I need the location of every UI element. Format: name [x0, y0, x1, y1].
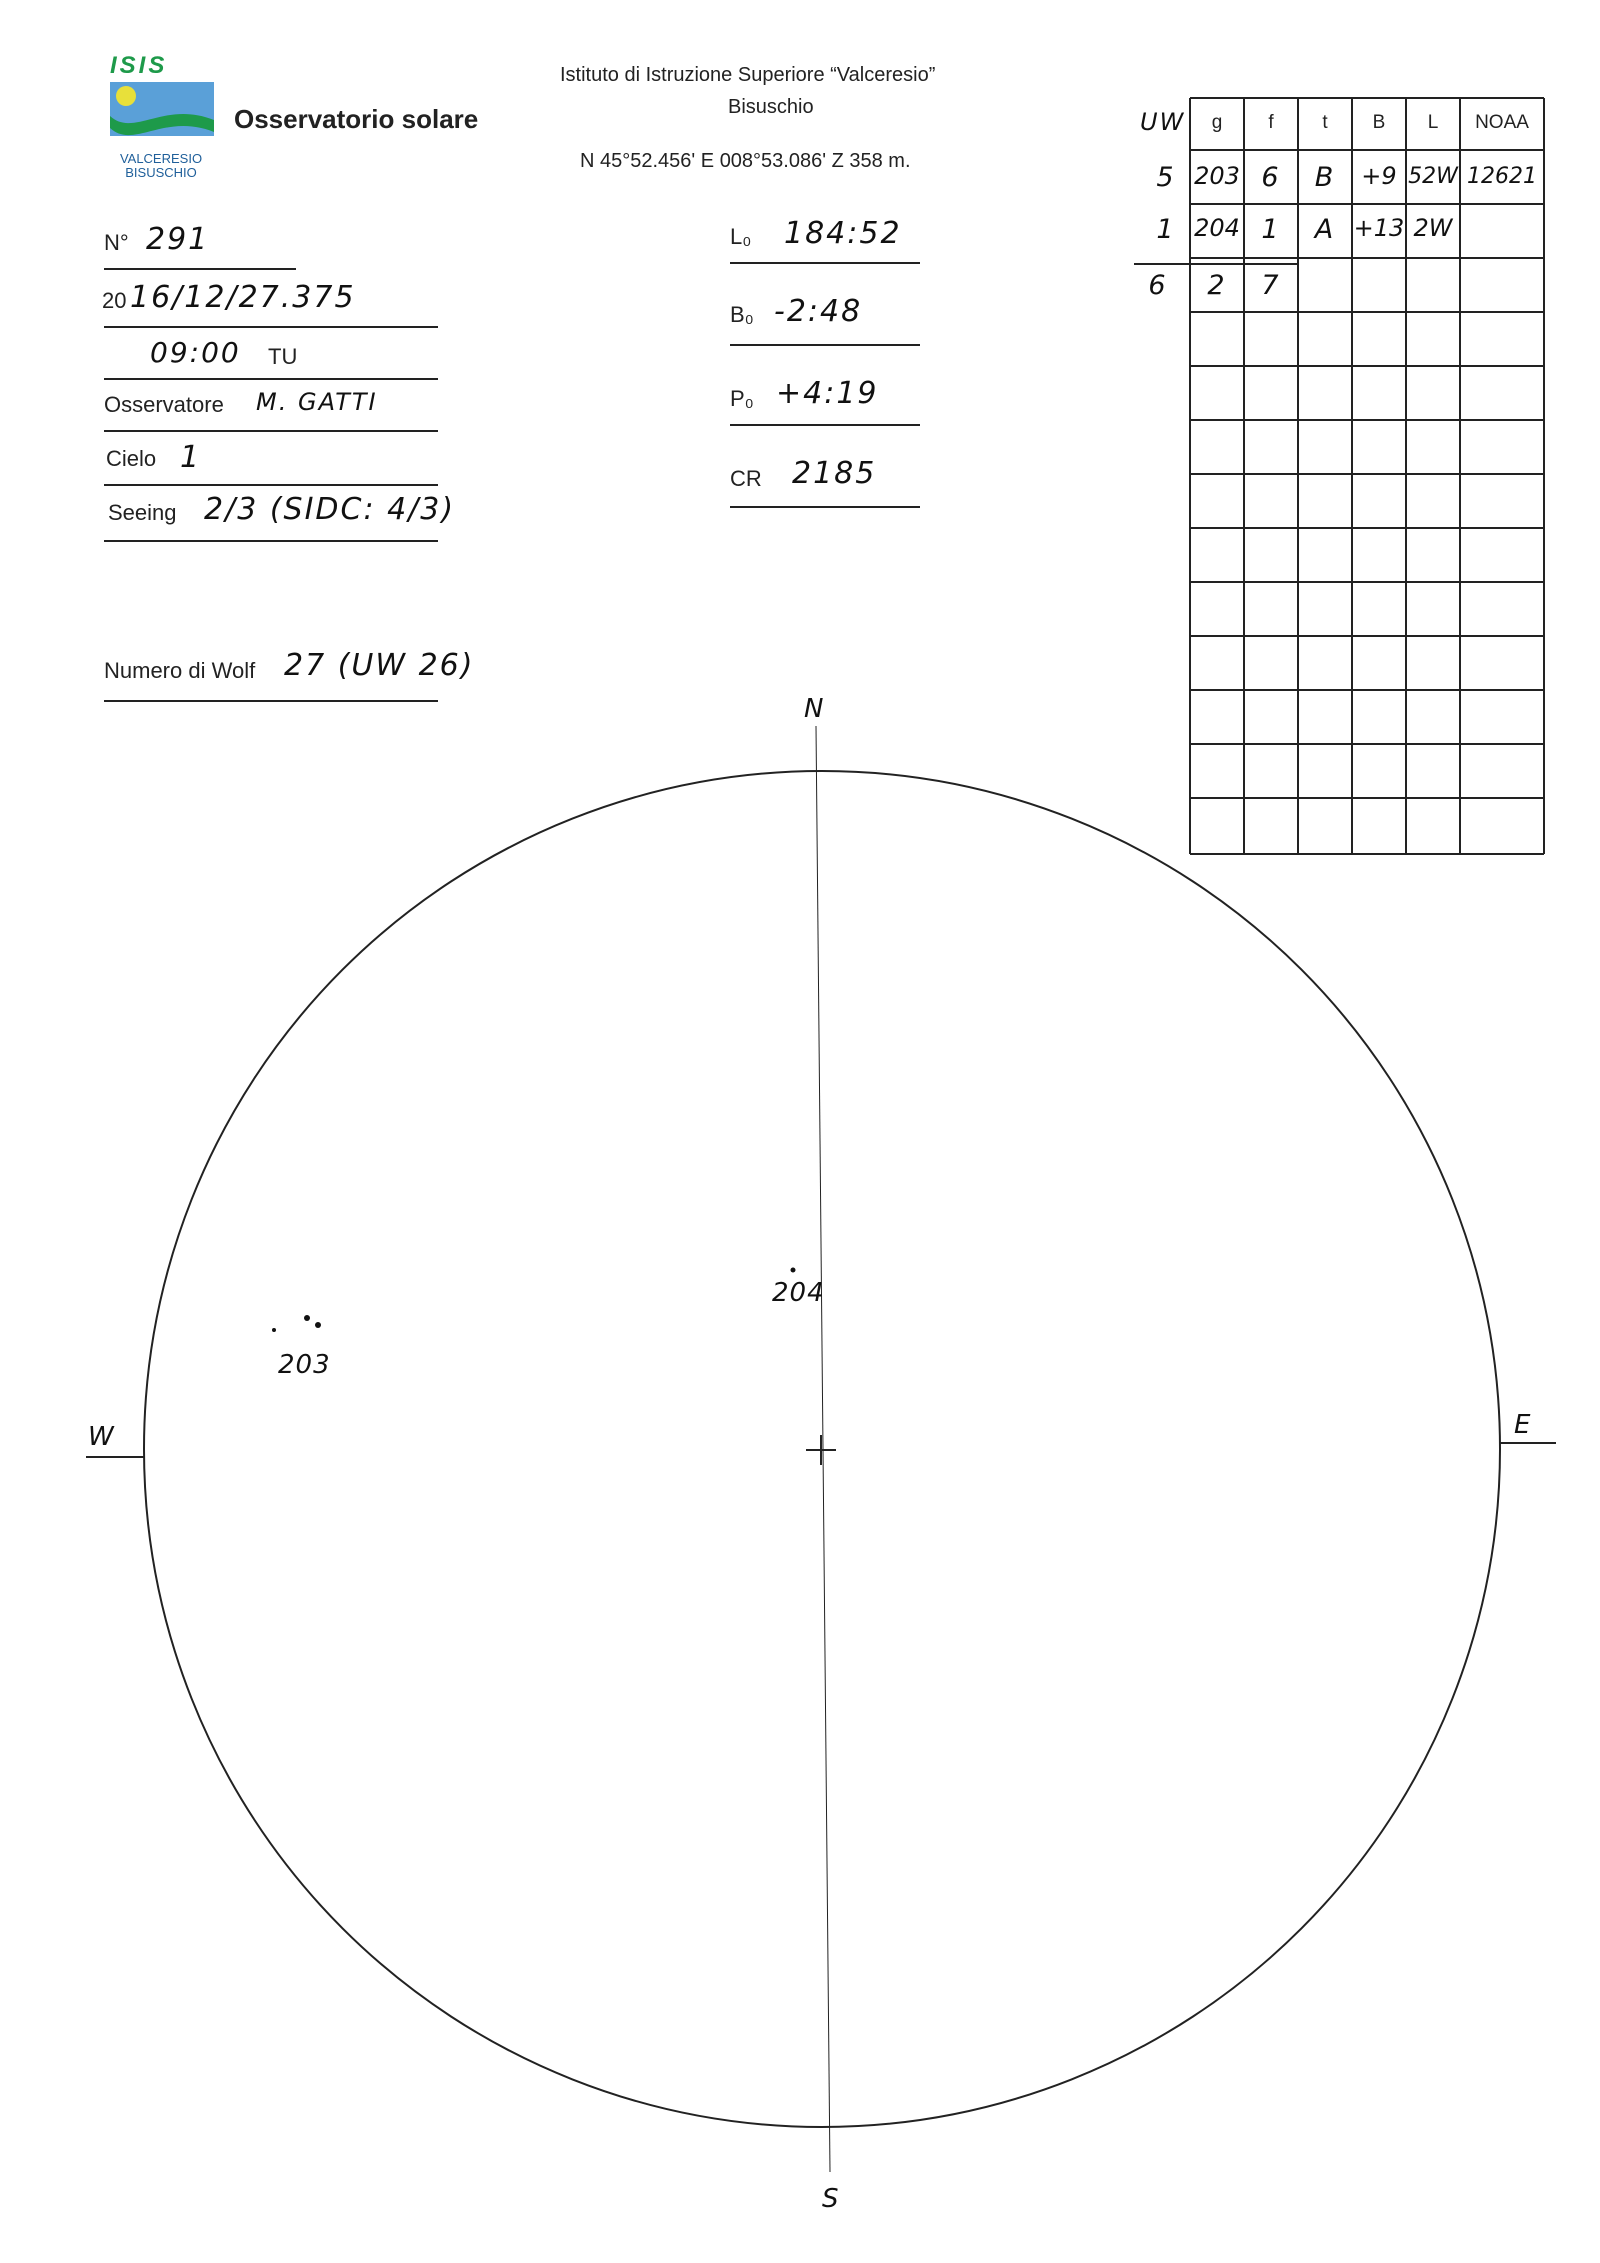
table-row1-b: +9: [1361, 162, 1397, 190]
table-row2-t: A: [1314, 214, 1336, 245]
l0-value: 184:52: [784, 216, 902, 251]
table-total-g: 2: [1207, 270, 1227, 301]
observation-number-value: 291: [146, 222, 210, 257]
table-row2-f: 1: [1261, 214, 1281, 245]
sunspot-group-203-spot: [304, 1315, 310, 1321]
institute-name: Istituto di Istruzione Superiore “Valceresio”: [560, 64, 936, 86]
disk-label-north: N: [804, 694, 826, 724]
observatory-coordinates: N 45°52.456' E 008°53.086' Z 358 m.: [580, 150, 911, 172]
sunspot-group-203-spot: [315, 1322, 321, 1328]
sunspot-group-203-label: 203: [278, 1350, 331, 1380]
table-row1-l: 52W: [1408, 164, 1458, 189]
b0-label: B₀: [730, 302, 754, 327]
table-header-b: B: [1372, 112, 1386, 133]
disk-label-south: S: [822, 2184, 841, 2214]
table-header-g: g: [1211, 112, 1223, 133]
wolf-number-value: 27 (UW 26): [284, 648, 475, 683]
wolf-number-label: Numero di Wolf: [104, 658, 256, 683]
seeing-value: 2/3 (SIDC: 4/3): [204, 492, 456, 527]
table-header-l: L: [1427, 112, 1439, 133]
cr-label: CR: [730, 466, 762, 491]
sunspot-group-204-label: 204: [772, 1278, 825, 1308]
table-row2-g: 204: [1194, 214, 1240, 242]
date-value: 16/12/27.375: [130, 280, 356, 315]
cr-value: 2185: [792, 456, 877, 491]
seeing-label: Seeing: [108, 500, 177, 525]
sky-label: Cielo: [106, 446, 157, 471]
table-row2-b: +13: [1353, 214, 1405, 242]
table-header-noaa: NOAA: [1475, 112, 1529, 133]
table-header-t: t: [1322, 112, 1328, 133]
sky-value: 1: [180, 440, 202, 475]
table-row2-l: 2W: [1413, 214, 1453, 242]
table-total-uw: 6: [1148, 270, 1168, 301]
institute-town: Bisuschio: [728, 96, 814, 118]
date-prefix: 20: [102, 288, 127, 313]
disk-label-west: W: [88, 1422, 116, 1452]
table-row2-uw: 1: [1156, 214, 1176, 245]
table-total-f: 7: [1261, 270, 1281, 301]
logo-subtitle-line1: VALCERESIO: [119, 151, 203, 166]
time-unit: TU: [268, 344, 298, 369]
table-row1-uw: 5: [1156, 162, 1176, 193]
table-row1-t: B: [1314, 162, 1336, 193]
observation-number-label: N°: [104, 230, 129, 255]
logo-wordmark: ISIS: [110, 52, 168, 79]
b0-value: -2:48: [774, 294, 863, 329]
p0-value: +4:19: [776, 376, 879, 411]
table-header-f: f: [1268, 112, 1274, 133]
table-header-uw: UW: [1140, 108, 1186, 136]
time-value: 09:00: [150, 336, 241, 369]
page-title: Osservatorio solare: [234, 104, 479, 134]
table-row1-g: 203: [1194, 162, 1240, 190]
observer-label: Osservatore: [104, 392, 224, 417]
observer-value: M. GATTI: [256, 388, 378, 416]
sunspot-group-204-spot: [791, 1268, 796, 1273]
logo-subtitle-line2: BISUSCHIO: [125, 165, 197, 180]
sunspot-group-203-spot: [272, 1328, 276, 1332]
disk-label-east: E: [1514, 1410, 1533, 1440]
table-row1-noaa: 12621: [1467, 164, 1537, 189]
l0-label: L₀: [730, 224, 752, 249]
p0-label: P₀: [730, 386, 754, 411]
table-row1-f: 6: [1261, 162, 1281, 193]
